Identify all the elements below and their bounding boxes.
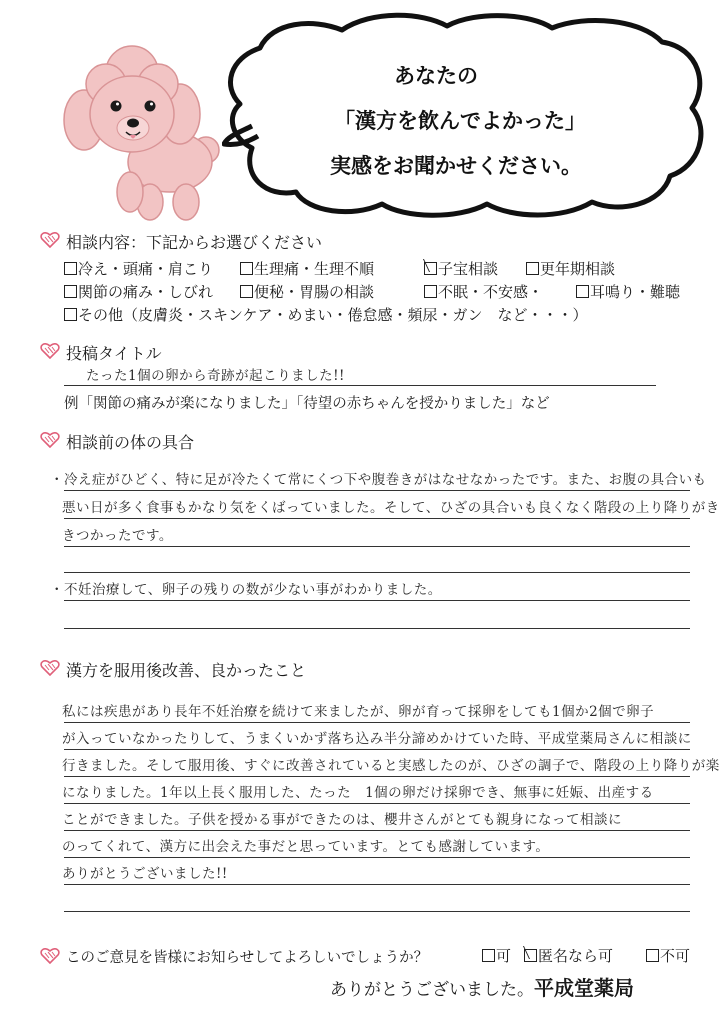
ruled-line [64,884,690,885]
publish-question: このご意見を皆様にお知らせしてよろしいでしょうか？ [66,950,429,966]
ruled-line [64,490,690,491]
heart-icon [40,948,60,964]
ruled-line [64,546,690,547]
after-line: になりました。1年以上長く服用した、たった 1個の卵だけ採卵でき、無事に妊娠、出産する [62,785,654,801]
publish-option-ok[interactable]: 可 [482,945,511,966]
option-menstrual[interactable]: 生理痛・生理不順 [240,258,374,279]
publish-option-anonymous[interactable]: 匿名なら可 [524,945,613,966]
checkbox-checked[interactable] [524,949,537,962]
footer-thanks: ありがとうございました。 [330,980,534,1000]
consultation-heading: 相談内容：下記からお選びください [66,233,323,252]
heart-icon [40,432,60,448]
checkbox[interactable] [646,949,659,962]
bubble-line-2: 「漢方を飲んでよかった」 [334,109,586,133]
ruled-line [64,600,690,601]
after-line: ことができました。子供を授かる事ができたのは、櫻井さんがとても親身になって相談に [62,812,622,828]
bubble-line-3: 実感をお聞かせください。 [330,154,582,178]
ruled-line [64,803,690,804]
ruled-line [64,722,690,723]
after-line: 私には疾患があり長年不妊治療を続けて来ましたが、卵が育って採卵をしても1個か2個で卵子 [62,704,655,720]
ruled-line [64,749,690,750]
ruled-line [64,572,690,573]
ruled-line [64,857,690,858]
before-line: ・不妊治療して、卵子の残りの数が少ない事がわかりました。 [50,582,442,598]
title-heading: 投稿タイトル [66,344,162,363]
ruled-line [64,518,690,519]
option-digestion[interactable]: 便秘・胃腸の相談 [240,281,374,302]
after-line: ありがとうございました!! [62,866,228,882]
checkbox-checked[interactable] [424,262,437,275]
checkbox[interactable] [64,262,77,275]
title-rule [64,385,656,386]
heart-icon [40,660,60,676]
checkbox[interactable] [576,285,589,298]
before-heading: 相談前の体の具合 [66,433,195,452]
checkbox[interactable] [240,262,253,275]
publish-option-no[interactable]: 不可 [646,945,690,966]
after-line: のってくれて、漢方に出会えた事だと思っています。とても感謝しています。 [62,839,550,855]
bubble-line-1: あなたの [394,64,478,88]
before-line: きつかったです。 [62,528,173,544]
checkbox[interactable] [482,949,495,962]
title-example: 例「関節の痛みが楽になりました」「待望の赤ちゃんを授かりました」など [64,396,550,412]
dog-eye-right [145,101,156,112]
checkbox[interactable] [64,285,77,298]
checkbox[interactable] [64,308,77,321]
ruled-line [64,911,690,912]
after-line: が入っていなかったりして、うまくいかず落ち込み半分諦めかけていた時、平成堂薬局さんに相談に [62,731,692,747]
option-fertility[interactable]: 子宝相談 [424,258,498,279]
before-line: ・冷え症がひどく、特に足が冷たくて常にくつ下や腹巻きがはなせなかったです。また、お腹の具合いも [50,472,707,488]
title-handwritten: たった1個の卵から奇跡が起こりました!! [86,368,345,384]
heart-icon [40,343,60,359]
ruled-line [64,628,690,629]
option-menopause[interactable]: 更年期相談 [526,258,615,279]
heart-icon [40,232,60,248]
option-joint-pain[interactable]: 関節の痛み・しびれ [64,281,213,302]
footer [330,972,634,1001]
before-line: 悪い日が多く食事もかなり気をくばっていました。そして、ひざの具合いも良くなく階段の上り降りがき [62,500,720,516]
after-heading: 漢方を服用後改善、良かったこと [66,661,307,680]
after-line: 行きました。そして服用後、すぐに改善されていると実感したのが、ひざの調子で、階段の上り降りが楽 [62,758,720,774]
store-name: 平成堂薬局 [534,976,634,1000]
dog-eye-left [111,101,122,112]
checkbox[interactable] [240,285,253,298]
option-other[interactable]: その他（皮膚炎・スキンケア・めまい・倦怠感・頻尿・ガン など・・・） [64,304,588,325]
checkbox[interactable] [526,262,539,275]
option-cold-headache[interactable]: 冷え・頭痛・肩こり [64,258,213,279]
option-insomnia[interactable]: 不眠・不安感・ [424,281,543,302]
option-tinnitus[interactable]: 耳鳴り・難聴 [576,281,680,302]
checkbox[interactable] [424,285,437,298]
ruled-line [64,776,690,777]
ruled-line [64,830,690,831]
poodle-illustration [58,42,228,224]
